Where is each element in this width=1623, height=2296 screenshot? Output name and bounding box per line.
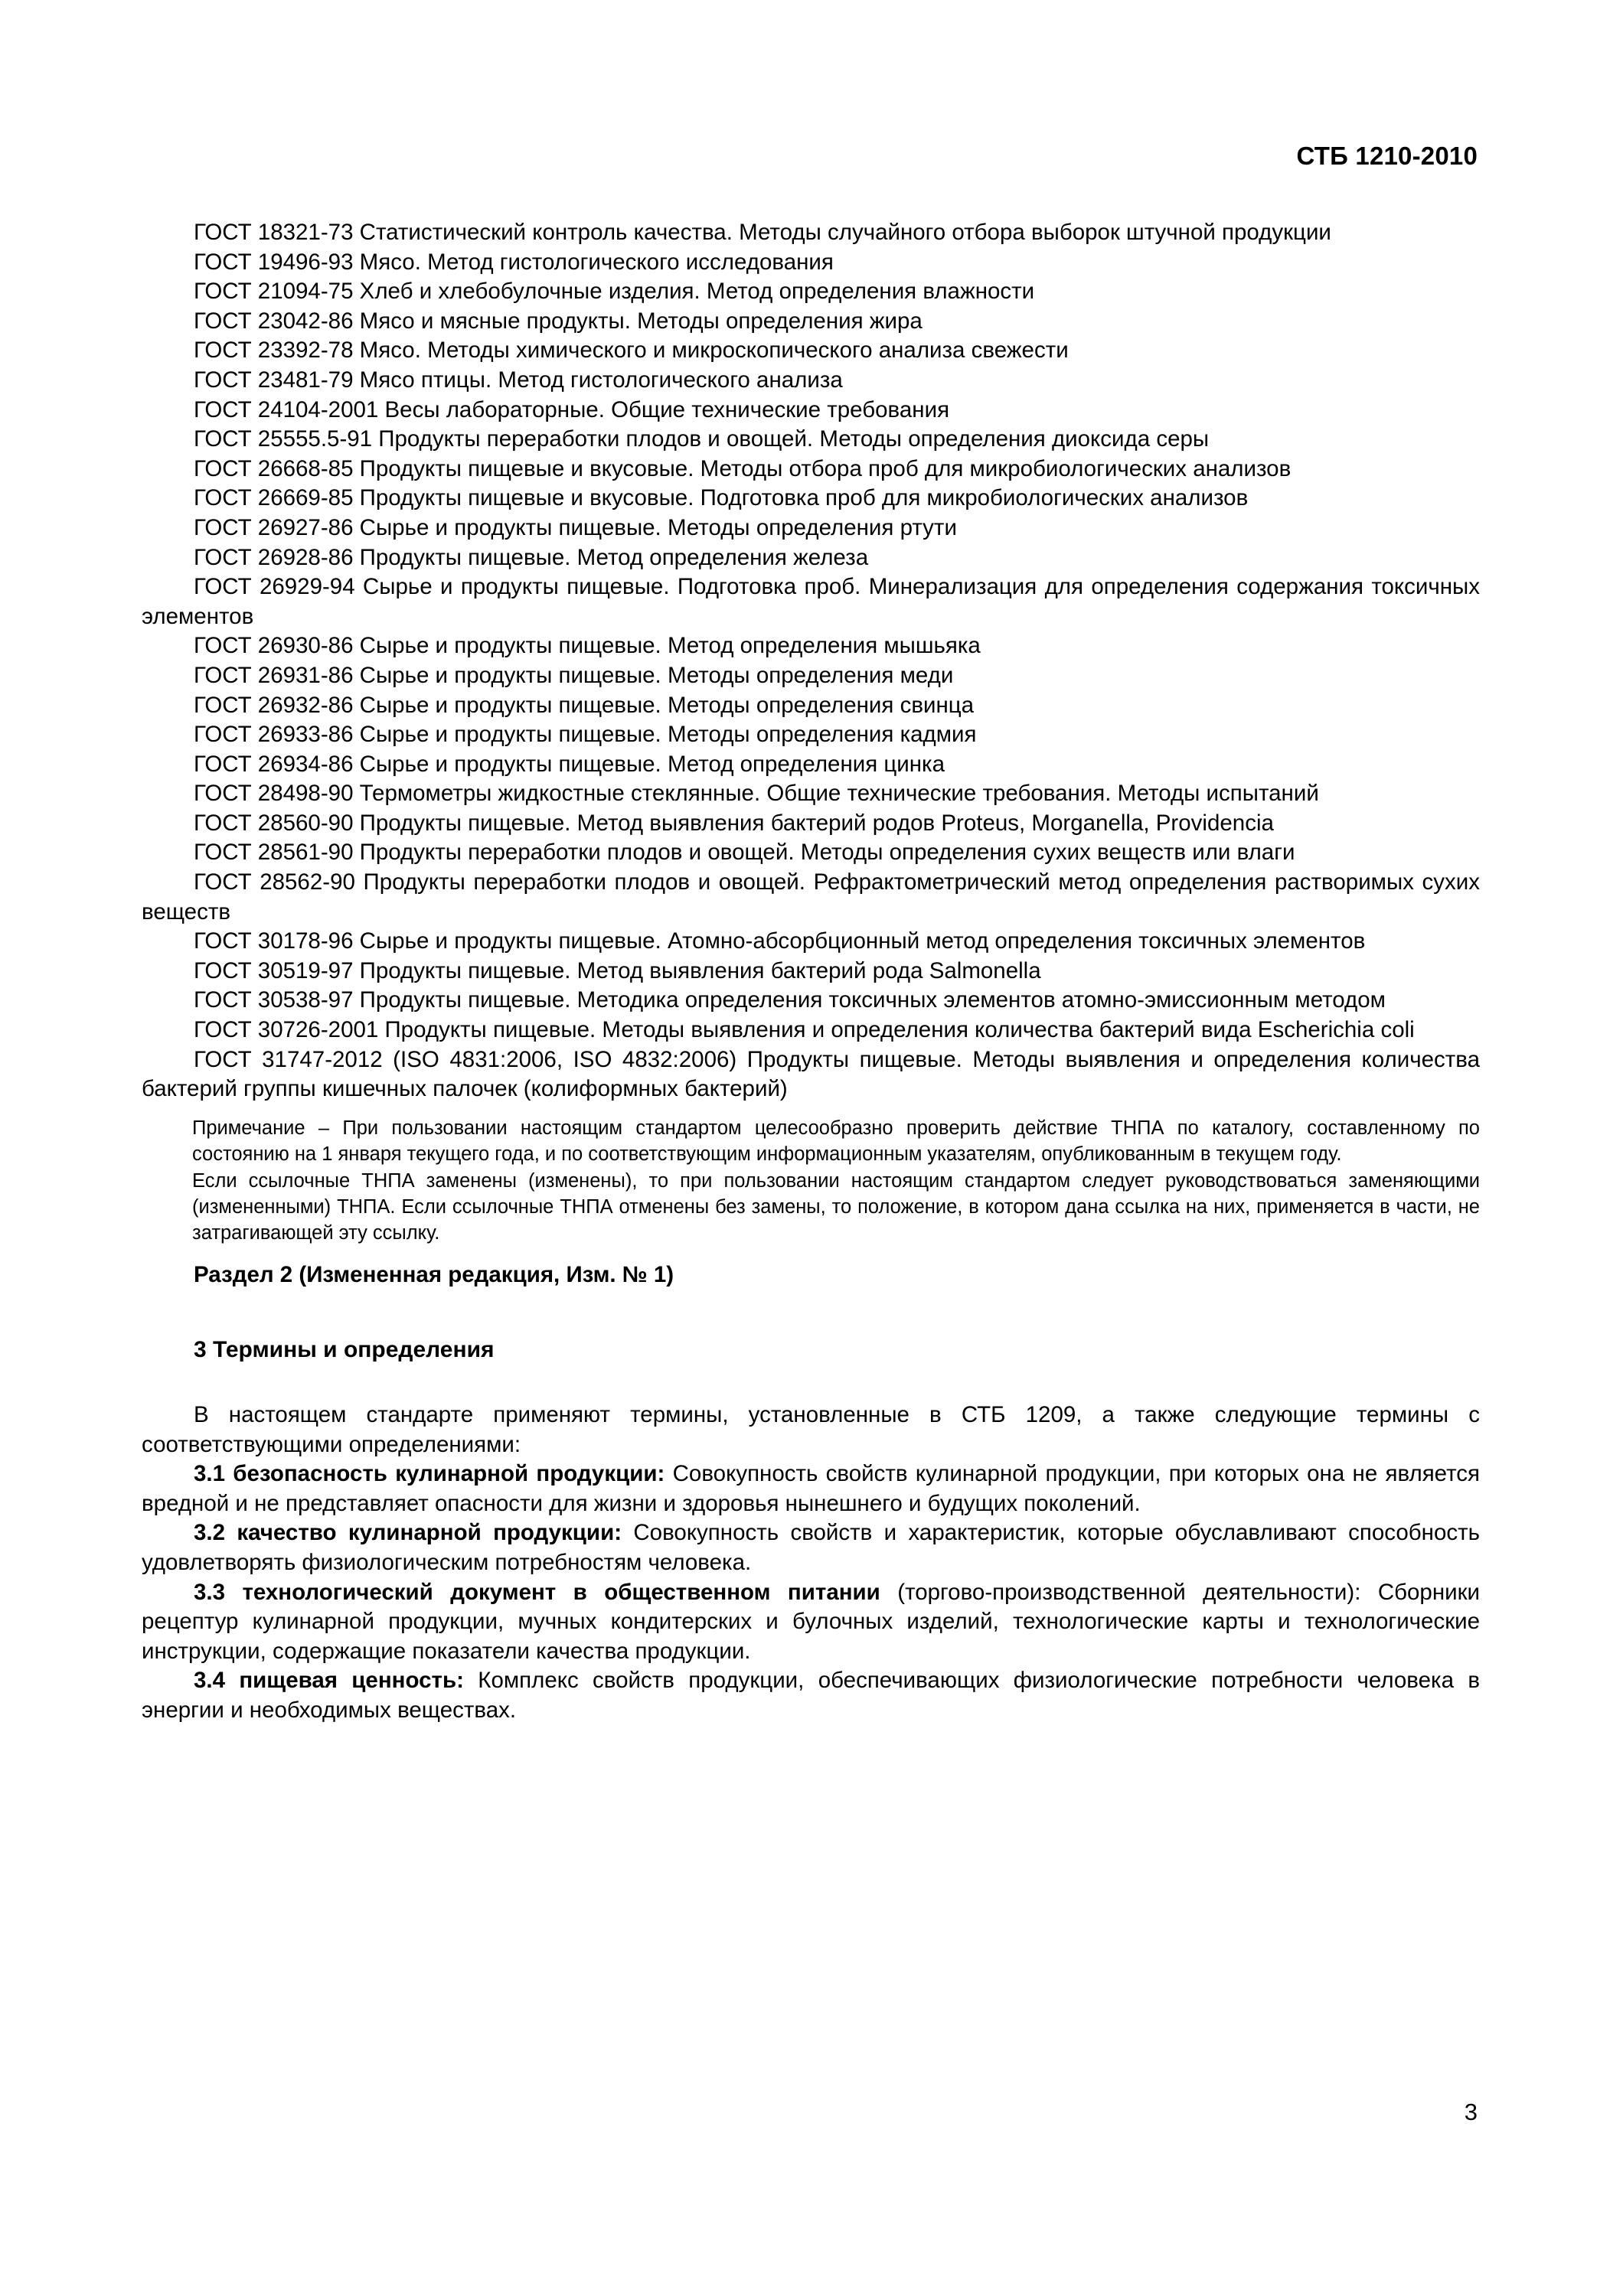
term-label: 3.3 технологический документ в общественном питании <box>194 1579 880 1605</box>
reference-item: ГОСТ 19496-93 Мясо. Метод гистологического исследования <box>194 249 834 275</box>
reference-item: ГОСТ 30519-97 Продукты пищевые. Метод выявления бактерий рода Salmonella <box>194 957 1041 983</box>
note-paragraph: Если ссылочные ТНПА заменены (изменены), то при пользовании настоящим стандартом следует руководствоваться заменяющими (измененными) ТНПА. Если ссылочные ТНПА отменены без замены, то положение, в котором дана ссылка на них, применяется в части, не затрагивающей эту ссылку. <box>192 1169 1480 1244</box>
term-definition-3-3 <box>142 1578 1480 1667</box>
term-label: 3.2 качество кулинарной продукции: <box>194 1520 622 1546</box>
normative-references-list <box>142 218 1480 1104</box>
reference-item: ГОСТ 28561-90 Продукты переработки плодов и овощей. Методы определения сухих веществ или влаги <box>194 840 1295 866</box>
reference-item: ГОСТ 28562-90 Продукты переработки плодов и овощей. Рефрактометрический метод определения растворимых сухих веществ <box>142 869 1480 925</box>
reference-item: ГОСТ 30726-2001 Продукты пищевые. Методы выявления и определения количества бактерий вида Escherichia coli <box>194 1017 1415 1043</box>
reference-item: ГОСТ 26931-86 Сырье и продукты пищевые. Методы определения меди <box>194 662 954 688</box>
term-definition-3-4 <box>142 1666 1480 1725</box>
page-header-standard-number: СТБ 1210-2010 <box>1296 142 1478 170</box>
reference-item: ГОСТ 26929-94 Сырье и продукты пищевые. Подготовка проб. Минерализация для определения содержания токсичных элементов <box>142 574 1480 629</box>
term-body: Совокупность свойств кулинарной продукции, при которых она не является вредной и не представляет опасности для жизни и здоровья нынешнего и будущих поколений. <box>142 1461 1480 1516</box>
reference-item: ГОСТ 30538-97 Продукты пищевые. Методика определения токсичных элементов атомно-эмиссионным методом <box>194 987 1386 1013</box>
reference-item: ГОСТ 18321-73 Статистический контроль качества. Методы случайного отбора выборок штучной продукции <box>194 220 1331 245</box>
reference-item: ГОСТ 26927-86 Сырье и продукты пищевые. Методы определения ртути <box>194 514 957 540</box>
term-label: 3.1 безопасность кулинарной продукции: <box>194 1461 665 1487</box>
reference-item: ГОСТ 28560-90 Продукты пищевые. Метод выявления бактерий родов Proteus, Morganella, Providencia <box>194 810 1274 836</box>
reference-item: ГОСТ 26669-85 Продукты пищевые и вкусовые. Подготовка проб для микробиологических анализов <box>194 485 1249 511</box>
document-body <box>142 218 1480 1726</box>
section-heading-3: 3 Термины и определения <box>194 1337 495 1363</box>
reference-item: ГОСТ 26932-86 Сырье и продукты пищевые. Методы определения свинца <box>194 692 975 718</box>
note-paragraph: Примечание – При пользовании настоящим стандартом целесообразно проверить действие ТНПА по каталогу, составленному по состоянию на 1 января текущего года, и по соответствующим информационным указателям, опубликованным в текущем году. <box>192 1117 1480 1166</box>
term-body: (торгово-производственной деятельности): Сборники рецептур кулинарной продукции, мучных кондитерских и булочных изделий, технологические карты и технологические инструкции, содержащие показатели качества продукции. <box>142 1579 1480 1664</box>
reference-item: ГОСТ 26934-86 Сырье и продукты пищевые. Метод определения цинка <box>194 751 945 777</box>
reference-item: ГОСТ 25555.5-91 Продукты переработки плодов и овощей. Методы определения диоксида серы <box>194 426 1210 452</box>
reference-item: ГОСТ 26928-86 Продукты пищевые. Метод определения железа <box>194 544 869 570</box>
page-number: 3 <box>1464 2099 1478 2125</box>
term-definition-3-2 <box>142 1518 1480 1577</box>
reference-item: ГОСТ 26668-85 Продукты пищевые и вкусовые. Методы отбора проб для микробиологических анализов <box>194 455 1292 481</box>
term-label: 3.4 пищевая ценность: <box>194 1668 464 1694</box>
reference-item: ГОСТ 28498-90 Термометры жидкостные стеклянные. Общие технические требования. Методы испытаний <box>194 781 1319 807</box>
term-definition-3-1 <box>142 1459 1480 1518</box>
note-block <box>142 1115 1480 1247</box>
term-body: Совокупность свойств и характеристик, которые обуславливают способность удовлетворять физиологическим потребностям человека. <box>142 1520 1480 1575</box>
reference-item: ГОСТ 30178-96 Сырье и продукты пищевые. Атомно-абсорбционный метод определения токсичных элементов <box>194 928 1366 954</box>
reference-item: ГОСТ 26933-86 Сырье и продукты пищевые. Методы определения кадмия <box>194 722 977 748</box>
reference-item: ГОСТ 23481-79 Мясо птицы. Метод гистологического анализа <box>194 367 843 393</box>
reference-item: ГОСТ 23042-86 Мясо и мясные продукты. Методы определения жира <box>194 308 923 334</box>
reference-item: ГОСТ 21094-75 Хлеб и хлебобулочные изделия. Метод определения влажности <box>194 279 1035 305</box>
reference-item: ГОСТ 31747-2012 (ISO 4831:2006, ISO 4832:2006) Продукты пищевые. Методы выявления и определения количества бактерий группы кишечных палочек (колиформных бактерий) <box>142 1046 1480 1102</box>
amendment-note: Раздел 2 (Измененная редакция, Изм. № 1) <box>194 1261 674 1287</box>
reference-item: ГОСТ 23392-78 Мясо. Методы химического и микроскопического анализа свежести <box>194 338 1069 364</box>
reference-item: ГОСТ 26930-86 Сырье и продукты пищевые. Метод определения мышьяка <box>194 633 981 659</box>
term-body: Комплекс свойств продукции, обеспечивающих физиологические потребности человека в энергии и необходимых веществах. <box>142 1668 1480 1723</box>
section-3-intro: В настоящем стандарте применяют термины, установленные в СТБ 1209, а также следующие термины с соответствующими определениями: <box>142 1402 1480 1457</box>
reference-item: ГОСТ 24104-2001 Весы лабораторные. Общие технические требования <box>194 396 950 422</box>
